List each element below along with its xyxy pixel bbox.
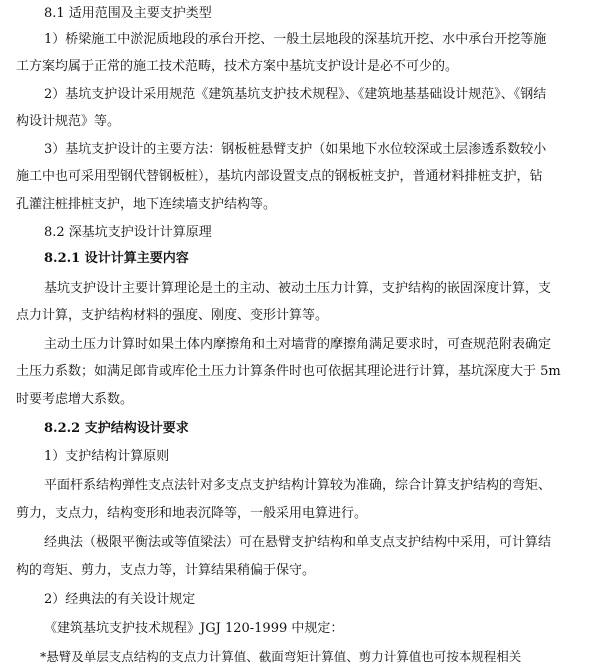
paragraph-line: 时要考虑增大系数。 <box>16 392 134 407</box>
subsection-heading-8-2-2: 8.2.2 支护结构设计要求 <box>44 421 189 436</box>
section-heading-8-2: 8.2 深基坑支护设计计算原理 <box>44 225 212 240</box>
paragraph-line: 构的弯矩、剪力，支点力等，计算结果稍偏于保守。 <box>16 563 316 578</box>
paragraph-line: 工方案均属于正常的施工技术范畴，技术方案中基坑支护设计是必不可少的。 <box>16 59 459 74</box>
paragraph-line: 剪力，支点力，结构变形和地表沉降等，一般采用电算进行。 <box>16 506 368 521</box>
paragraph-line: 经典法（极限平衡法或等值梁法）可在悬臂支护结构和单支点支护结构中采用，可计算结 <box>44 535 552 550</box>
paragraph-line: 1）桥梁施工中淤泥质地段的承台开挖、一般土层地段的深基坑开挖、水中承台开挖等施 <box>44 32 547 47</box>
paragraph-line: 孔灌注桩排桩支护，地下连续墙支护结构等。 <box>16 197 277 212</box>
paragraph-line: 2）经典法的有关设计规定 <box>44 592 196 607</box>
paragraph-line: 平面杆系结构弹性支点法针对多支点支护结构计算较为准确，综合计算支护结构的弯矩、 <box>44 478 552 493</box>
paragraph-line: 主动土压力计算时如果土体内摩擦角和土对墙背的摩擦角满足要求时，可查规范附表确定 <box>44 337 552 352</box>
paragraph-line: *悬臂及单层支点结构的支点力计算值、截面弯矩计算值、剪力计算值也可按本规程相关 <box>40 649 522 664</box>
section-heading-8-1: 8.1 适用范围及主要支护类型 <box>44 6 212 21</box>
paragraph-line: 点力计算，支护结构材料的强度、刚度、变形计算等。 <box>16 308 329 323</box>
paragraph-line: 构设计规范》等。 <box>16 114 121 129</box>
subsection-heading-8-2-1: 8.2.1 设计计算主要内容 <box>44 251 189 266</box>
paragraph-line: 3）基坑支护设计的主要方法：钢板桩悬臂支护（如果地下水位较深或土层渗透系数较小 <box>44 142 547 157</box>
paragraph-line: 1）支护结构计算原则 <box>44 449 170 464</box>
paragraph-line: 《建筑基坑支护技术规程》JGJ 120-1999 中规定： <box>44 621 344 636</box>
paragraph-line: 施工中也可采用型钢代替钢板桩），基坑内部设置支点的钢板桩支护，普通材料排桩支护，钻 <box>16 169 543 184</box>
paragraph-line: 2）基坑支护设计采用规范《建筑基坑支护技术规程》、《建筑地基基础设计规范》、《钢结 <box>44 87 547 102</box>
paragraph-line: 土压力系数；如满足郎肯或库伦土压力计算条件时也可依据其理论进行计算，基坑深度大于 5m <box>16 364 561 379</box>
paragraph-line: 基坑支护设计主要计算理论是土的主动、被动土压力计算，支护结构的嵌固深度计算，支 <box>44 281 552 296</box>
